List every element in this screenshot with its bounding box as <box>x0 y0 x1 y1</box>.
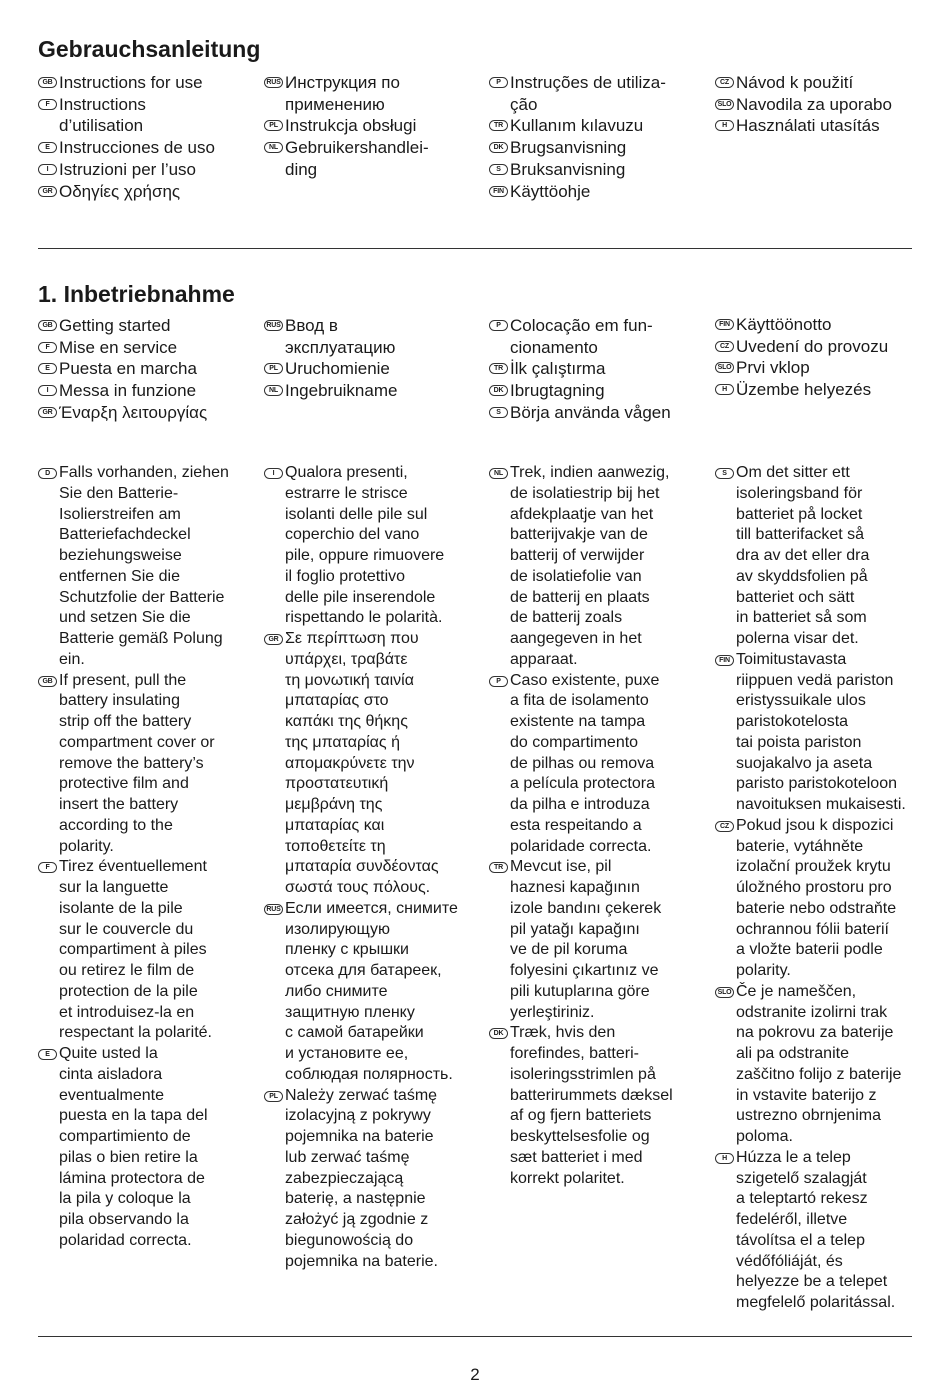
language-code-badge: P <box>489 676 508 687</box>
language-entry-text: Pokud jsou k dispozici baterie, vytáhněte izolační proužek krytu úložného prostoru pro baterie nebo odstraňte ochrannou fólii baterií a vložte baterii podle polarity. <box>736 816 897 979</box>
language-code-badge: F <box>38 342 57 353</box>
language-code-badge: P <box>489 320 508 331</box>
language-entry <box>38 1044 258 1252</box>
language-code-badge: FIN <box>489 186 508 197</box>
language-entry <box>489 857 709 1023</box>
section-title: Gebrauchsanleitung <box>38 36 261 62</box>
language-entry <box>38 94 253 137</box>
language-entry <box>264 629 484 899</box>
language-code-badge: P <box>489 77 508 88</box>
language-code-badge: GR <box>38 186 57 197</box>
language-entry-text: Használati utasítás <box>736 116 880 136</box>
language-entry <box>489 358 704 380</box>
language-entry-text: Ввод в эксплуатацию <box>285 316 396 357</box>
language-entry-text: Mevcut ise, pil haznesi kapağının izole bandını çekerek pil yatağı kapağını ve de pil koruma folyesini çıkartınız ve pili kutuplarına göre yerleştiriniz. <box>510 858 662 1021</box>
language-code-badge: RUS <box>264 77 283 88</box>
language-entry-text: Инструкция по применению <box>285 73 400 114</box>
language-entry-text: Trek, indien aanwezig, de isolatiestrip bij het afdekplaatje van het batterijvakje van de batterij of verwijder de isolatiefolie van de batterij en plaats de batterij zoals aangegeven in het apparaat. <box>510 464 670 668</box>
language-entry-text: Colocação em fun- cionamento <box>510 316 653 357</box>
language-code-badge: DK <box>489 1028 508 1039</box>
language-entry-text: Üzembe helyezés <box>736 380 872 400</box>
language-entry-text: Falls vorhanden, ziehen Sie den Batterie- Isolierstreifen am Batteriefachdeckel beziehungsweise entfernen Sie die Schutzfolie der Batterie und setzen Sie die Batterie gemäß Polung ein. <box>59 464 229 668</box>
language-entry <box>264 899 484 1086</box>
language-entry-text: Instruções de utiliza- ção <box>510 73 666 114</box>
language-code-badge: F <box>38 862 57 873</box>
language-entry <box>489 181 704 203</box>
language-code-badge: GR <box>264 634 283 645</box>
language-entry <box>489 463 709 671</box>
section-languages-col-1 <box>38 72 253 202</box>
language-entry-text: Prvi vklop <box>736 358 810 378</box>
language-entry <box>715 336 925 358</box>
language-entry-text: Toimitustavasta riippuen vedä pariston eristyssuikale ulos paristokotelosta tai poista pariston suojakalvo ja aseta paristo paristokoteloon navoituksen mukaisesti. <box>736 650 906 813</box>
language-entry <box>264 358 479 380</box>
language-entry <box>38 337 253 359</box>
language-entry <box>715 357 925 379</box>
language-code-badge: FIN <box>715 655 734 666</box>
language-entry <box>715 1148 925 1314</box>
language-entry <box>38 380 253 402</box>
language-code-badge: TR <box>489 120 508 131</box>
language-entry <box>489 671 709 858</box>
section-languages-col-2 <box>264 72 479 181</box>
language-entry-text: Uvedení do provozu <box>736 336 889 356</box>
language-entry-text: Ingebruikname <box>285 381 398 401</box>
language-code-badge: CZ <box>715 821 734 832</box>
language-entry <box>489 1023 709 1189</box>
language-entry-text: Brugsanvisning <box>510 138 627 158</box>
language-entry-text: Caso existente, puxe a fita de isolamento existente na tampa do compartimento de pilhas ou remova a película protectora da pilha e introduza esta respeitando a polaridade correcta. <box>510 671 660 855</box>
language-code-badge: SLO <box>715 987 734 998</box>
language-code-badge: PL <box>264 363 283 374</box>
language-code-badge: CZ <box>715 341 734 352</box>
language-code-badge: NL <box>489 468 508 479</box>
language-code-badge: E <box>38 1049 57 1060</box>
language-entry-text: Puesta en marcha <box>59 359 197 379</box>
language-entry <box>489 315 704 358</box>
language-code-badge: F <box>38 99 57 110</box>
language-entry <box>489 380 704 402</box>
language-code-badge: SLO <box>715 99 734 110</box>
language-entry <box>715 463 925 650</box>
language-code-badge: GB <box>38 320 57 331</box>
language-entry-text: Návod k použití <box>736 73 854 92</box>
language-entry <box>38 671 258 858</box>
language-entry <box>38 315 253 337</box>
language-entry <box>38 181 253 203</box>
language-code-badge: H <box>715 384 734 395</box>
language-entry-text: Om det sitter ett isoleringsband för batteriet på locket till batterifacket så dra av det eller dra av skyddsfolien på batteriet och sätt in batteriet så som polerna visar det. <box>736 464 870 647</box>
section-languages-col-3 <box>489 72 704 202</box>
language-entry <box>264 115 479 137</box>
language-entry-text: Käyttöönotto <box>736 315 832 334</box>
language-entry-text: Если имеется, снимите изолирующую пленку с крышки отсека для батареек, либо снимите защитную пленку с самой батарейки и установите ее, соблюдая полярность. <box>285 899 458 1083</box>
language-entry <box>489 115 704 137</box>
divider-top <box>38 248 912 249</box>
language-code-badge: FIN <box>715 319 734 330</box>
language-code-badge: GB <box>38 676 57 687</box>
language-entry <box>489 402 704 424</box>
page-number: 2 <box>470 1365 480 1384</box>
language-code-badge: DK <box>489 142 508 153</box>
language-entry-text: Kullanım kılavuzu <box>510 116 644 136</box>
language-entry <box>715 650 925 816</box>
language-code-badge: DK <box>489 385 508 396</box>
language-entry-text: Tirez éventuellement sur la languette isolante de la pile sur le couvercle du compartiment à piles ou retirez le film de protection de la pile et introduisez-la en respectant la polarité. <box>59 858 212 1042</box>
language-code-badge: I <box>38 164 57 175</box>
language-entry-text: Qualora presenti, estrarre le strisce isolanti delle pile sul coperchio del vano pile, oppure rimuovere il foglio protettivo delle pile inserendole rispettando le polarità. <box>285 464 445 627</box>
language-entry-text: Instructions for use <box>59 73 203 92</box>
language-entry <box>264 315 479 358</box>
language-entry <box>264 137 479 180</box>
language-entry <box>264 72 479 115</box>
instructions-col-1 <box>38 463 258 1252</box>
language-entry <box>264 380 479 402</box>
language-entry <box>715 94 925 116</box>
language-entry-text: Getting started <box>59 316 171 335</box>
language-entry <box>264 463 484 629</box>
language-entry <box>715 816 925 982</box>
language-entry-text: If present, pull the battery insulating strip off the battery compartment cover or remove the battery’s protective film and insert the battery according to the polarity. <box>59 671 215 855</box>
language-entry-text: Börja använda vågen <box>510 402 671 422</box>
language-code-badge: TR <box>489 862 508 873</box>
language-entry-text: İlk çalıştırma <box>510 359 606 379</box>
language-entry-text: Οδηγίες χρήσης <box>59 181 181 201</box>
language-code-badge: CZ <box>715 77 734 88</box>
chapter-title: 1. Inbetriebnahme <box>38 281 235 307</box>
language-code-badge: E <box>38 142 57 153</box>
language-entry <box>38 857 258 1044</box>
language-entry <box>715 72 925 94</box>
language-entry-text: Instrukcja obsługi <box>285 116 417 136</box>
language-entry-text: Če je nameščen, odstranite izolirni trak na pokrovu za baterije ali pa odstranite zaščitno folijo z baterije in vstavite baterijo z ustrezno obrnjenima poloma. <box>736 982 902 1145</box>
language-code-badge: I <box>264 468 283 479</box>
language-entry-text: Należy zerwać taśmę izolacyjną z pokrywy pojemnika na baterie lub zerwać taśmę zabezpieczającą baterię, a następnie założyć ją zgodnie z biegunowością do pojemnika na baterie. <box>285 1086 438 1270</box>
language-entry <box>38 358 253 380</box>
language-code-badge: RUS <box>264 904 283 915</box>
language-entry <box>264 1086 484 1273</box>
language-entry <box>489 159 704 181</box>
divider-bottom <box>38 1336 912 1337</box>
language-entry-text: Mise en service <box>59 337 178 357</box>
instructions-col-3 <box>489 463 709 1189</box>
language-entry <box>38 159 253 181</box>
language-entry-text: Gebruikershandlei- ding <box>285 138 429 179</box>
chapter-languages-col-2 <box>264 315 479 402</box>
language-code-badge: S <box>489 407 508 418</box>
language-code-badge: NL <box>264 142 283 153</box>
language-entry <box>489 137 704 159</box>
language-entry-text: Húzza le a telep szigetelő szalagját a teleptartó rekesz fedeléről, illetve távolítsa el a telep védőfóliáját, és helyezze be a telepet megfelelő polaritással. <box>736 1148 896 1311</box>
instructions-col-4 <box>715 463 925 1314</box>
chapter-languages-col-1 <box>38 315 253 424</box>
language-entry-text: Instructions d’utilisation <box>59 94 146 136</box>
language-entry <box>38 463 258 671</box>
language-entry <box>38 402 253 424</box>
language-entry <box>38 137 253 159</box>
language-entry <box>715 115 925 137</box>
language-code-badge: RUS <box>264 320 283 331</box>
language-code-badge: H <box>715 120 734 131</box>
language-entry-text: Uruchomienie <box>285 359 390 379</box>
language-entry-text: Træk, hvis den forefindes, batteri- isoleringsstrimlen på batterirummets dæksel af og fjern batteriets beskyttelsesfolie og sæt batteriet i med korrekt polaritet. <box>510 1024 673 1187</box>
chapter-languages-col-3 <box>489 315 704 424</box>
instructions-col-2 <box>264 463 484 1272</box>
language-code-badge: PL <box>264 1091 283 1102</box>
language-entry <box>489 72 704 115</box>
language-code-badge: GB <box>38 77 57 88</box>
language-code-badge: I <box>38 385 57 396</box>
language-entry-text: Istruzioni per l’uso <box>59 159 197 179</box>
language-code-badge: SLO <box>715 362 734 373</box>
language-code-badge: H <box>715 1153 734 1164</box>
language-entry-text: Έναρξη λειτουργίας <box>59 402 208 422</box>
section-languages-col-4 <box>715 72 925 137</box>
language-code-badge: PL <box>264 120 283 131</box>
language-entry-text: Instrucciones de uso <box>59 138 215 158</box>
language-entry-text: Σε περίπτωση που υπάρχει, τραβάτε τη μονωτική ταινία μπαταρίας στο καπάκι της θήκης της μπαταρίας ή απομακρύνετε την προστατευτική μεμβράνη της μπαταρίας και τοποθετείτε τη μπαταρία συνδέοντας σωστά τους πόλους. <box>285 630 439 896</box>
language-entry <box>715 982 925 1148</box>
language-entry <box>715 379 925 401</box>
language-code-badge: E <box>38 363 57 374</box>
language-entry <box>715 314 925 336</box>
language-entry-text: Navodila za uporabo <box>736 94 892 114</box>
language-code-badge: S <box>715 468 734 479</box>
language-entry-text: Käyttöohje <box>510 181 591 201</box>
language-entry-text: Bruksanvisning <box>510 159 626 179</box>
language-entry-text: Ibrugtagning <box>510 381 605 401</box>
language-code-badge: S <box>489 164 508 175</box>
language-entry <box>38 72 253 94</box>
language-code-badge: GR <box>38 407 57 418</box>
language-code-badge: D <box>38 468 57 479</box>
language-code-badge: NL <box>264 385 283 396</box>
language-entry-text: Quite usted la cinta aisladora eventualmente puesta en la tapa del compartimiento de pilas o bien retire la lámina protectora de la pila y coloque la pila observando la polaridad correcta. <box>59 1045 208 1249</box>
language-code-badge: TR <box>489 363 508 374</box>
chapter-languages-col-4 <box>715 314 925 401</box>
language-entry-text: Messa in funzione <box>59 381 197 401</box>
